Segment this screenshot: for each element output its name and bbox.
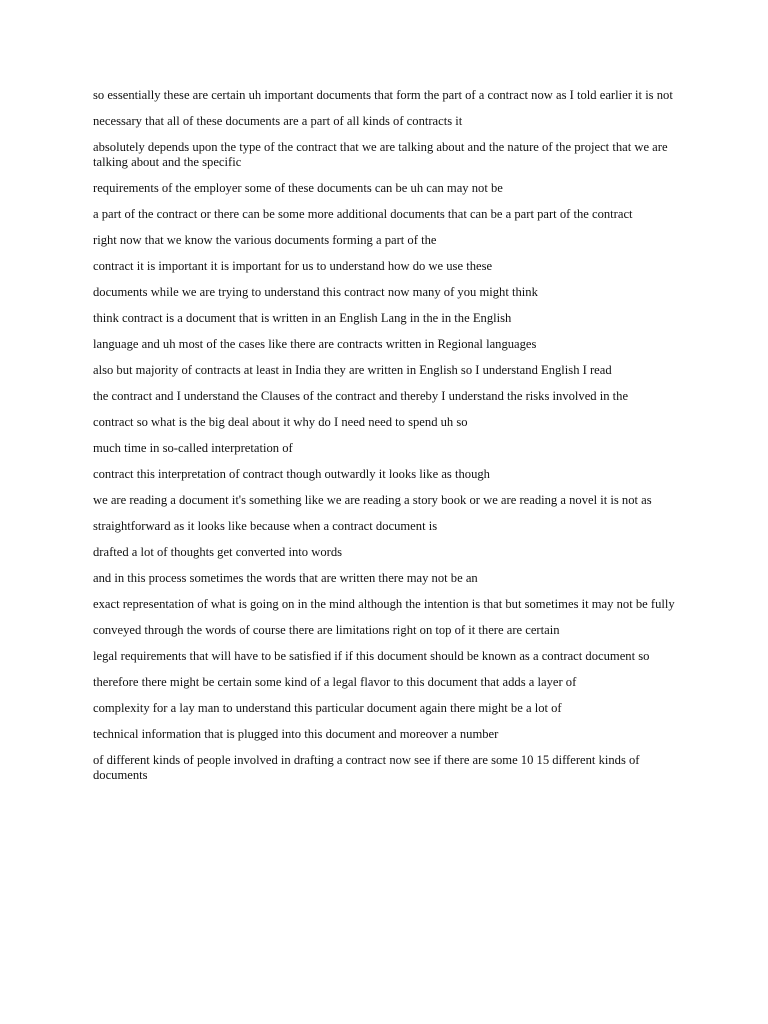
paragraph: language and uh most of the cases like there are contracts written in Regional languages [93, 337, 537, 351]
paragraph: exact representation of what is going on in the mind although the intention is that but sometimes it may not be fully [93, 597, 675, 611]
paragraph: contract it is important it is important for us to understand how do we use these [93, 259, 493, 273]
paragraph: necessary that all of these documents are a part of all kinds of contracts it [93, 114, 463, 128]
paragraph: a part of the contract or there can be some more additional documents that can be a part part of the contract [93, 207, 633, 221]
paragraph: legal requirements that will have to be satisfied if if this document should be known as a contract document so [93, 649, 650, 663]
paragraph: think contract is a document that is written in an English Lang in the in the English [93, 311, 512, 325]
paragraph: the contract and I understand the Clauses of the contract and thereby I understand the risks involved in the [93, 389, 629, 403]
paragraph: absolutely depends upon the type of the contract that we are talking about and the nature of the project that we are talking about and the specific [93, 140, 668, 169]
paragraph: therefore there might be certain some kind of a legal flavor to this document that adds a layer of [93, 675, 577, 689]
paragraph: contract so what is the big deal about it why do I need need to spend uh so [93, 415, 468, 429]
paragraph: contract this interpretation of contract though outwardly it looks like as though [93, 467, 490, 481]
paragraph: of different kinds of people involved in drafting a contract now see if there are some 10 15 different kinds of documents [93, 753, 640, 782]
paragraph: drafted a lot of thoughts get converted into words [93, 545, 343, 559]
paragraph: and in this process sometimes the words that are written there may not be an [93, 571, 478, 585]
paragraph: technical information that is plugged into this document and moreover a number [93, 727, 499, 741]
paragraph: complexity for a lay man to understand this particular document again there might be a lot of [93, 701, 562, 715]
paragraph: also but majority of contracts at least in India they are written in English so I understand English I read [93, 363, 612, 377]
paragraph: right now that we know the various documents forming a part of the [93, 233, 437, 247]
paragraph: we are reading a document it's something like we are reading a story book or we are reading a novel it is not as [93, 493, 652, 507]
paragraph: documents while we are trying to understand this contract now many of you might think [93, 285, 538, 299]
paragraph: conveyed through the words of course there are limitations right on top of it there are certain [93, 623, 560, 637]
document-page [93, 88, 681, 794]
paragraph: much time in so-called interpretation of [93, 441, 293, 455]
paragraph: so essentially these are certain uh important documents that form the part of a contract now as I told earlier it is not [93, 88, 673, 102]
paragraph: straightforward as it looks like because when a contract document is [93, 519, 438, 533]
paragraph: requirements of the employer some of these documents can be uh can may not be [93, 181, 503, 195]
